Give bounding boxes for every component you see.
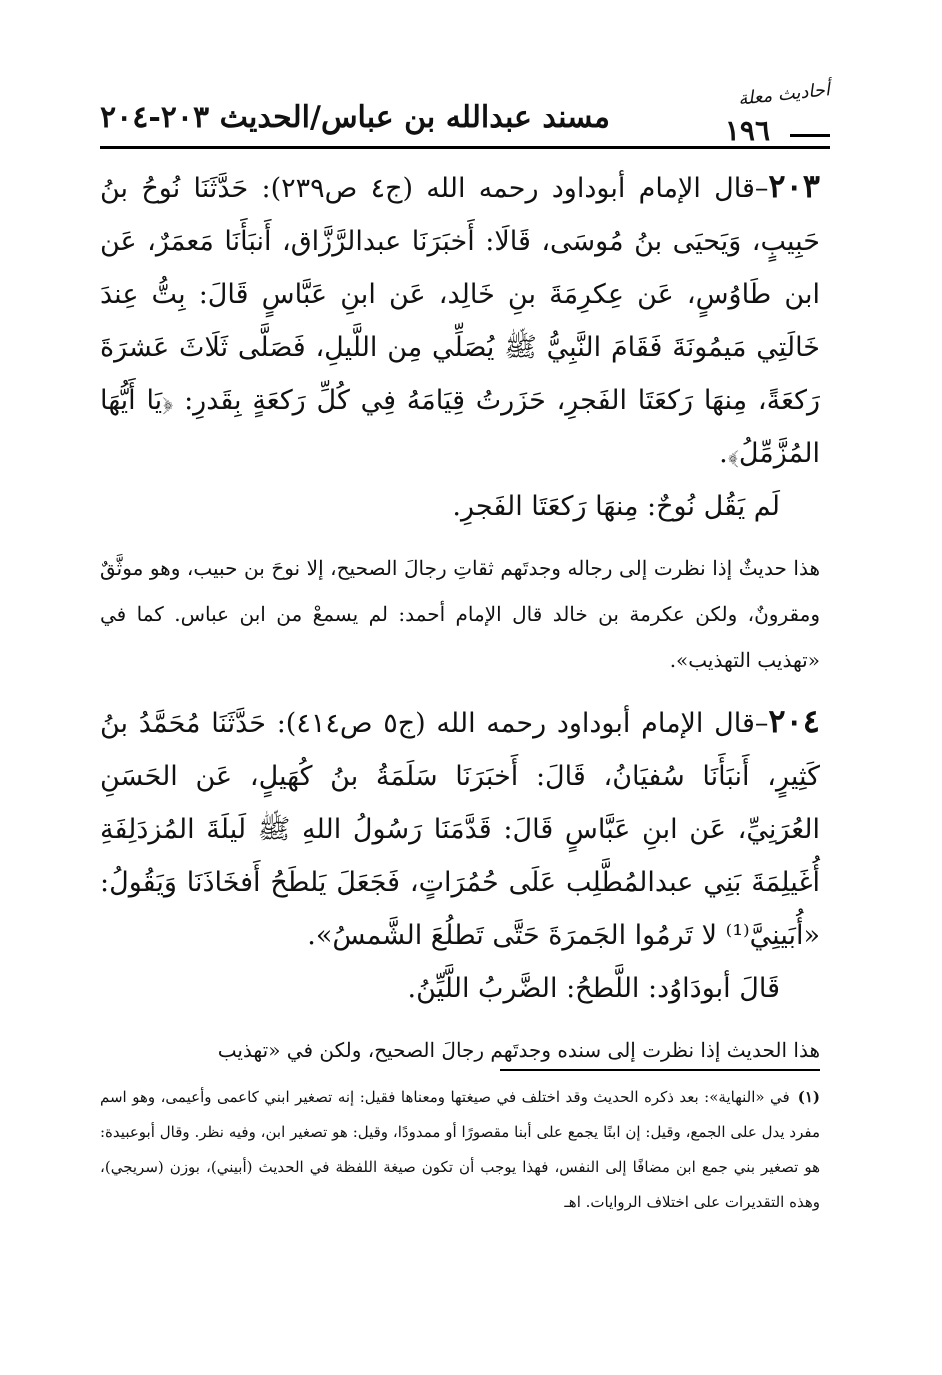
footnote-divider	[500, 1069, 820, 1071]
footnote	[100, 1080, 820, 1220]
hadith-commentary: هذا الحديث إذا نظرت إلى سنده وجدتَهم رجالَ الصحيح، ولكن في «تهذيب	[217, 1038, 820, 1062]
hadith-number: ٢٠٤	[768, 702, 820, 740]
page-header	[100, 79, 831, 154]
page-number: ١٩٦	[724, 114, 770, 147]
hadith-commentary: هذا حديثٌ إذا نظرت إلى رجاله وجدتَهم ثقاتِ رجالَ الصحيح، إلا نوحَ بن حبيب، وهو موثَّقٌ ومقرونٌ، ولكن عكرمة بن خالد قال الإمام أحمد: لم يسمعْ من ابن عباس. كما في «تهذيب التهذيب».	[100, 556, 820, 672]
header-rule	[100, 146, 830, 149]
footnote-marker: (١)	[797, 1088, 820, 1106]
hadith-note: قَالَ أبودَاوُد: اللَّطحُ: الضَّربُ اللَّيِّنُ.	[407, 973, 780, 1004]
footnote-text: في «النهاية»: بعد ذكره الحديث وقد اختلف في صيغتها ومعناها فقيل: إنه تصغير ابني كاعمى وأعيمى، وهو اسم مفرد يدل على الجمع، وقيل: إن ابنًا يجمع على أبنا مقصورًا أو ممدودًا، وقيل: هو تصغير ابن، وفيه نظر. وقال أبوعبيدة: هو تصغير بني جمع ابن مضافًا إلى النفس، فهذا يوجب أن تكون صيغة اللفظة في الحديث (أبيني)، بوزن (سريجي)، وهذه التقديرات على اختلاف الروايات. اهـ	[100, 1088, 820, 1211]
hadith-note: لَم يَقُل نُوحٌ: مِنهَا رَكعَتَا الفَجرِ.	[452, 491, 780, 522]
hadith-text: –قال الإمام أبوداود رحمه الله (ج٥ ص٤١٤): حَدَّثَنَا مُحَمَّدُ بنُ كَثِيرٍ، أَنبَأَنَا سُفيَانُ، قَالَ: أَخبَرَنَا سَلَمَةُ بنُ كُهَيلٍ، عَن الحَسَنِ العُرَنِيِّ، عَن ابنِ عَبَّاسٍ قَالَ: قَدَّمَنَا رَسُولُ اللهِ ﷺ لَيلَةَ المُزدَلِفَةِ أُغَيلِمَةَ بَنِي عبدالمُطَّلِب عَلَى حُمُرَاتٍ، فَجَعَلَ يَلطَحُ أَفخَاذَنَا وَيَقُولُ: «أُبَينِيَّ⁽¹⁾ لا تَرمُوا الجَمرَةَ حَتَّى تَطلُعَ الشَّمسُ».	[100, 708, 820, 951]
handwritten-note: أحاديث معلة	[737, 79, 831, 110]
hadith-204	[100, 695, 820, 962]
page-title: مسند عبدالله بن عباس/الحديث ٢٠٣-٢٠٤	[100, 100, 610, 135]
hadith-number: ٢٠٣	[768, 167, 820, 205]
hadith-203	[100, 160, 820, 480]
hadith-text: –قال الإمام أبوداود رحمه الله (ج٤ ص٢٣٩): حَدَّثَنَا نُوحُ بنُ حَبِيبٍ، وَيَحيَى بنُ مُوسَى، قَالَا: أَخبَرَنَا عبدالرَّزَّاق، أَنبَأَنَا مَعمَرٌ، عَن ابن طَاوُسٍ، عَن عِكرِمَةَ بنِ خَالِد، عَن ابنِ عَبَّاسٍ قَالَ: بِتُّ عِندَ خَالَتِي مَيمُونَةَ فَقَامَ النَّبِيُّ ﷺ يُصَلِّي مِن اللَّيلِ، فَصَلَّى ثَلَاثَ عَشرَةَ رَكعَةً، مِنهَا رَكعَتَا الفَجرِ، حَزَرتُ قِيَامَهُ فِي كُلِّ رَكعَةٍ بِقَدرِ: ﴿يَا أَيُّهَا المُزَّمِّلُ﴾.	[100, 173, 820, 469]
header-tick	[790, 134, 830, 137]
main-text	[100, 160, 820, 1085]
